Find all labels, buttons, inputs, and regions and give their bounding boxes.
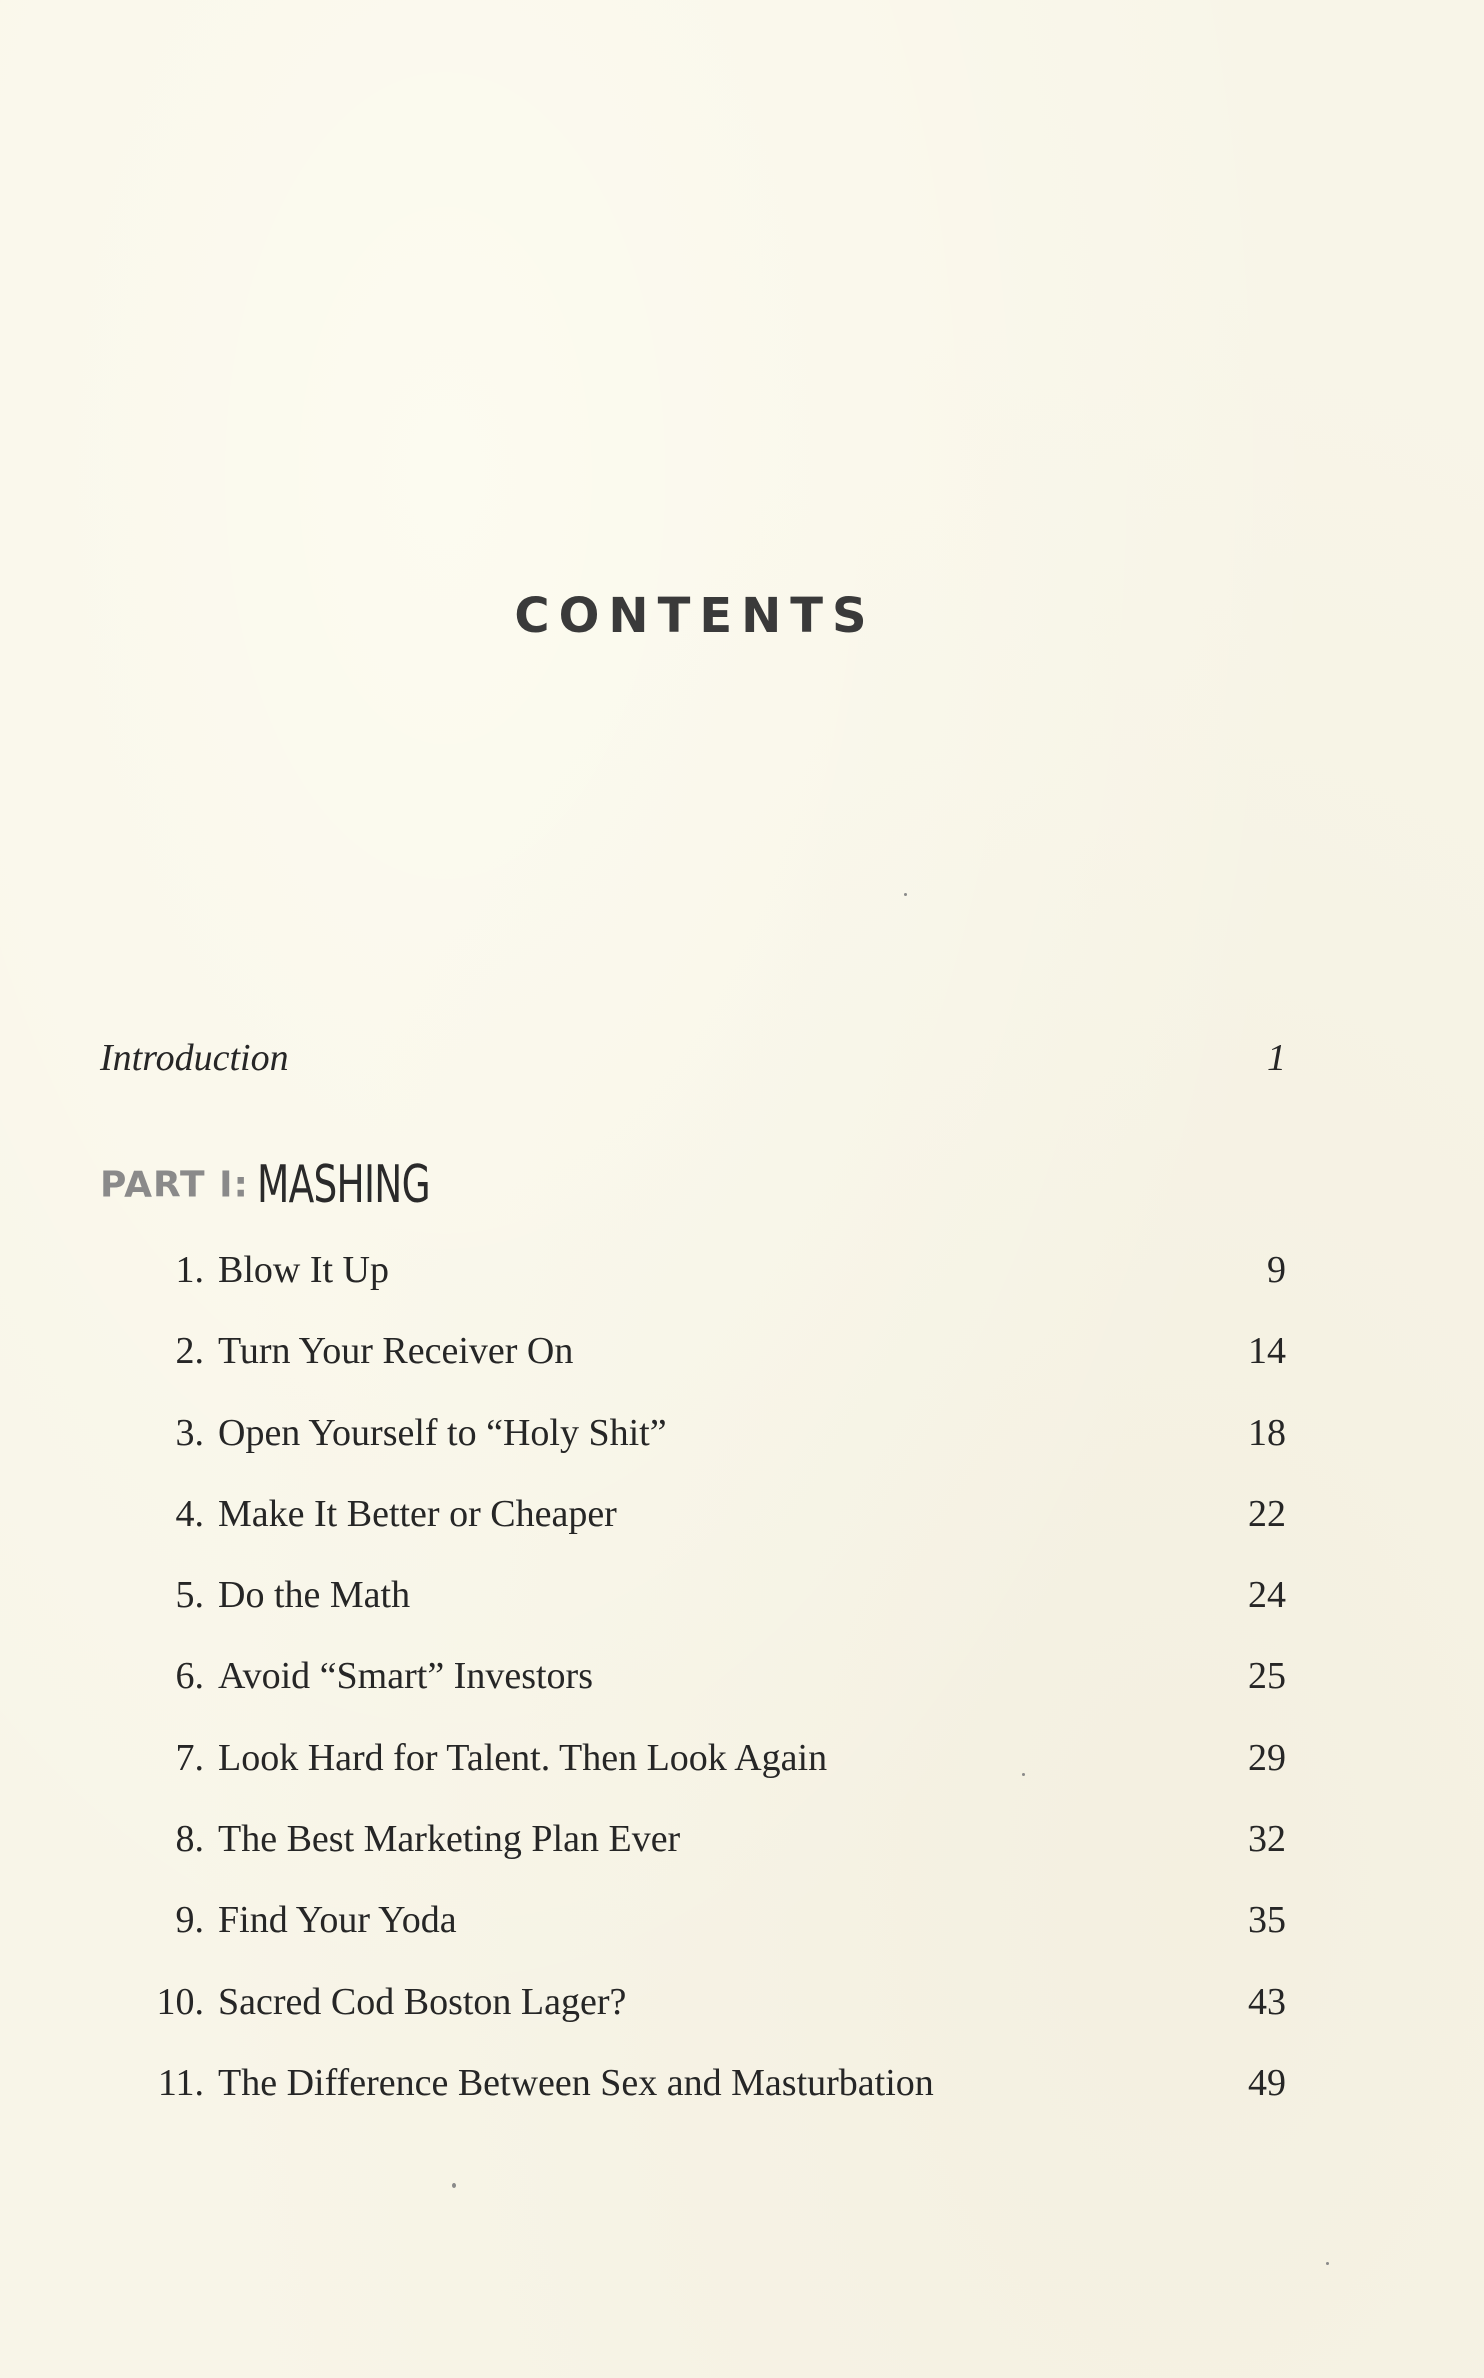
toc-entry-title: Do the Math (218, 1574, 411, 1617)
toc-entry-title: Open Yourself to “Holy Shit” (218, 1411, 667, 1454)
toc-entry-page: 14 (1248, 1330, 1286, 1373)
toc-entry[interactable] (100, 1809, 1286, 1890)
toc-entry-title: Avoid “Smart” Investors (218, 1655, 593, 1698)
toc-entry[interactable] (100, 2053, 1286, 2134)
toc-entry-page: 32 (1248, 1818, 1286, 1861)
toc-entry-title: Look Hard for Talent. Then Look Again (218, 1736, 828, 1779)
toc-entry-number: 10. (156, 1980, 204, 2023)
toc-entry-page: 24 (1248, 1574, 1286, 1617)
toc-entry[interactable] (100, 1972, 1286, 2053)
toc-list (100, 1240, 1286, 2134)
toc-entry-number: 8. (175, 1818, 204, 1861)
toc-entry-number: 7. (175, 1736, 204, 1779)
toc-entry-page: 25 (1248, 1655, 1286, 1698)
toc-entry-page: 43 (1248, 1980, 1286, 2023)
toc-entry-page: 49 (1248, 2061, 1286, 2104)
part-heading (100, 1150, 497, 1220)
toc-entry-title: The Best Marketing Plan Ever (218, 1818, 681, 1861)
toc-entry-title: The Difference Between Sex and Masturbation (218, 2061, 934, 2104)
toc-entry[interactable] (100, 1728, 1286, 1809)
part-name: MASHING (256, 1155, 430, 1216)
toc-entry-number: 3. (175, 1411, 204, 1454)
paper-speck (904, 893, 907, 896)
toc-entry[interactable] (100, 1321, 1286, 1402)
paper-speck (1326, 2262, 1329, 2265)
paper-speck (452, 2183, 456, 2188)
toc-entry-title: Find Your Yoda (218, 1899, 457, 1942)
toc-entry-number: 11. (157, 2061, 204, 2104)
toc-entry-number: 9. (175, 1899, 204, 1942)
toc-entry[interactable] (100, 1646, 1286, 1727)
toc-entry-page: 29 (1248, 1736, 1286, 1779)
toc-entry-page: 22 (1248, 1492, 1286, 1535)
toc-entry-number: 1. (175, 1249, 204, 1291)
toc-entry-title: Turn Your Receiver On (218, 1330, 574, 1373)
toc-entry-title: Introduction (100, 1037, 289, 1079)
toc-entry-page: 1 (1267, 1037, 1286, 1079)
part-label: PART I: (100, 1164, 249, 1206)
toc-entry[interactable] (100, 1484, 1286, 1565)
toc-entry-page: 9 (1267, 1249, 1286, 1291)
paper-speck (1022, 1773, 1025, 1776)
toc-entry[interactable] (100, 1240, 1286, 1321)
toc-entry-number: 6. (175, 1655, 204, 1698)
toc-entry-introduction[interactable] (100, 1030, 1286, 1086)
toc-entry-number: 2. (175, 1330, 204, 1373)
toc-entry-title: Sacred Cod Boston Lager? (218, 1980, 627, 2023)
toc-entry-page: 18 (1248, 1411, 1286, 1454)
toc-entry-title: Make It Better or Cheaper (218, 1492, 617, 1535)
toc-entry-page: 35 (1248, 1899, 1286, 1942)
toc-entry[interactable] (100, 1565, 1286, 1646)
toc-entry[interactable] (100, 1890, 1286, 1971)
page-title: CONTENTS (514, 588, 876, 644)
toc-entry-title: Blow It Up (218, 1249, 389, 1291)
toc-entry-number: 4. (175, 1492, 204, 1535)
toc-entry-number: 5. (175, 1574, 204, 1617)
toc-entry[interactable] (100, 1403, 1286, 1484)
